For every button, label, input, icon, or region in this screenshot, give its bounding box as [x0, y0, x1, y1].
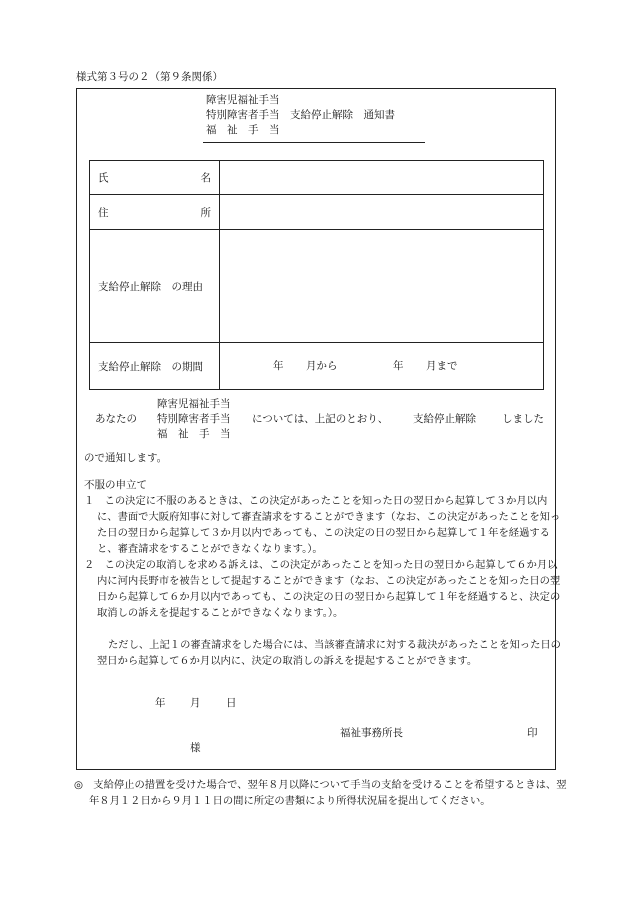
period-field[interactable] — [220, 343, 544, 390]
objection-item-3: ただし、上記１の審査請求をした場合には、当該審査請求に対する裁決があったことを知った日の翌日から起算して６か月以内に、決定の取消しの訴えを提起することができます。 — [97, 639, 561, 667]
notice-action: 支給停止解除 — [413, 413, 476, 425]
name-field[interactable] — [220, 161, 544, 195]
issuer: 福祉事務所長 — [340, 727, 403, 739]
notice-suffix: しました — [502, 413, 544, 425]
seal-mark: 印 — [527, 727, 538, 739]
reason-label: 支給停止解除 の理由 — [90, 230, 220, 343]
title-line-1: 障害児福祉手当 — [206, 94, 280, 106]
notice-allowance-3: 福 祉 手 当 — [157, 428, 231, 440]
notice-allowance-1: 障害児福祉手当 — [157, 398, 231, 410]
date-day: 日 — [226, 697, 237, 709]
objection-item-1: １ この決定に不服のあるときは、この決定があったことを知った日の翌日から起算して３か月以内に、書面で大阪府知事に対して審査請求をすることができます（なお、この決定があったことを知った日の翌日から起算して３か月以内であっても、この決定の日の翌日から起算して１年を経過すると、審査請求をすることができなくなります。）。 — [84, 495, 561, 555]
notice-middle: については、上記のとおり、 — [252, 413, 389, 425]
notice-continuation: ので通知します。 — [84, 452, 168, 464]
period-to-month: 月まで — [426, 360, 458, 372]
notice-allowance-2: 特別障害者手当 — [157, 413, 231, 425]
title-underline — [203, 142, 425, 143]
period-from-year: 年 — [273, 360, 284, 372]
notice-prefix: あなたの — [95, 413, 137, 425]
objection-heading: 不服の申立て — [84, 479, 147, 491]
reason-field[interactable] — [220, 230, 544, 343]
title-line-3: 福 祉 手 当 — [206, 124, 280, 136]
footnote: ◎ 支給停止の措置を受けた場合で、翌年８月以降について手当の支給を受けることを希望するときは、翌年８月１２日から９月１１日の間に所定の書類により所得状況届を提出してください。 — [74, 779, 567, 807]
period-to-year: 年 — [393, 360, 404, 372]
objection-item-2: ２ この決定の取消しを求める訴えは、この決定があったことを知った日の翌日から起算して６か月以内に河内長野市を被告として提起することができます（なお、この決定があったことを知った日の翌日から起算して６か月以内であっても、この決定の日の翌日から起算して１年を経過すると、決定の取消しの訴えを提起することができなくなります。）。 — [84, 559, 561, 619]
address-label: 住 所 — [90, 195, 220, 230]
date-month: 月 — [190, 697, 201, 709]
period-label: 支給停止解除 の期間 — [90, 343, 220, 390]
title-line-2: 特別障害者手当 支給停止解除 通知書 — [206, 109, 395, 121]
period-from-month: 月から — [306, 360, 338, 372]
date-year: 年 — [155, 697, 166, 709]
form-number: 様式第３号の２（第９条関係） — [76, 71, 223, 83]
name-label: 氏 名 — [90, 161, 220, 195]
info-table — [89, 160, 544, 390]
recipient-suffix: 様 — [190, 742, 201, 754]
address-field[interactable] — [220, 195, 544, 230]
